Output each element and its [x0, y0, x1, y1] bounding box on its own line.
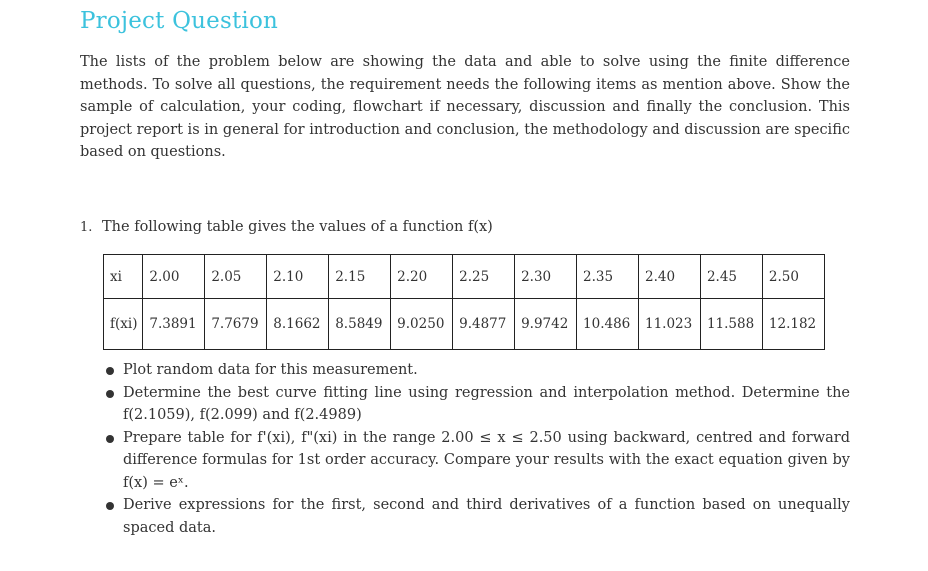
fxi-cell: 7.3891 — [143, 299, 205, 350]
xi-cell: 2.00 — [143, 255, 205, 299]
row-header-fxi: f(xi) — [104, 299, 143, 350]
fxi-cell: 9.9742 — [515, 299, 577, 350]
xi-cell: 2.05 — [205, 255, 267, 299]
question-1 — [80, 217, 493, 238]
page-title: Project Question — [80, 8, 279, 34]
fxi-cell: 11.023 — [638, 299, 700, 350]
fxi-cell: 11.588 — [700, 299, 762, 350]
function-values-table — [103, 254, 825, 350]
task-item — [80, 494, 850, 539]
fxi-cell: 12.182 — [762, 299, 824, 350]
task-text: Determine the best curve fitting line using regression and interpolation method. Determine the f(2.1059), f(2.099) and f(2.4989) — [123, 384, 850, 423]
xi-cell: 2.10 — [267, 255, 329, 299]
fxi-cell: 8.1662 — [267, 299, 329, 350]
fxi-cell: 8.5849 — [329, 299, 391, 350]
bullet-icon — [106, 367, 114, 375]
task-text: Plot random data for this measurement. — [123, 362, 418, 378]
task-list — [80, 359, 850, 539]
xi-cell: 2.40 — [638, 255, 700, 299]
xi-cell: 2.15 — [329, 255, 391, 299]
bullet-icon — [106, 502, 114, 510]
fxi-cell: 9.0250 — [391, 299, 453, 350]
table-row-fxi — [104, 299, 825, 350]
intro-paragraph: The lists of the problem below are showing the data and able to solve using the finite difference methods. To solve all questions, the requirement needs the following items as mention above. Show the sample of calculation, your coding, flowchart if necessary, discussion and finally the conclusion. This project report is in general for introduction and conclusion, the methodology and discussion are specific based on questions. — [80, 54, 850, 160]
question-text: The following table gives the values of a function f(x) — [102, 219, 493, 235]
bullet-icon — [106, 435, 114, 443]
fxi-cell: 9.4877 — [453, 299, 515, 350]
xi-cell: 2.35 — [577, 255, 639, 299]
bullet-icon — [106, 390, 114, 398]
fxi-cell: 7.7679 — [205, 299, 267, 350]
task-text: Prepare table for f'(xi), f"(xi) in the range 2.00 ≤ x ≤ 2.50 using backward, centred and forward difference formulas for 1st order accuracy. Compare your results with the exact equation given by f(x) = eˣ. — [123, 429, 850, 491]
xi-cell: 2.50 — [762, 255, 824, 299]
task-text: Derive expressions for the first, second and third derivatives of a function based on unequally spaced data. — [123, 497, 850, 536]
fxi-cell: 10.486 — [577, 299, 639, 350]
task-item — [80, 382, 850, 427]
question-number: 1. — [80, 220, 93, 235]
row-header-xi: xi — [104, 255, 143, 299]
xi-cell: 2.20 — [391, 255, 453, 299]
xi-cell: 2.45 — [700, 255, 762, 299]
task-item — [80, 359, 850, 382]
xi-cell: 2.25 — [453, 255, 515, 299]
task-item — [80, 427, 850, 495]
xi-cell: 2.30 — [515, 255, 577, 299]
table-row-xi — [104, 255, 825, 299]
